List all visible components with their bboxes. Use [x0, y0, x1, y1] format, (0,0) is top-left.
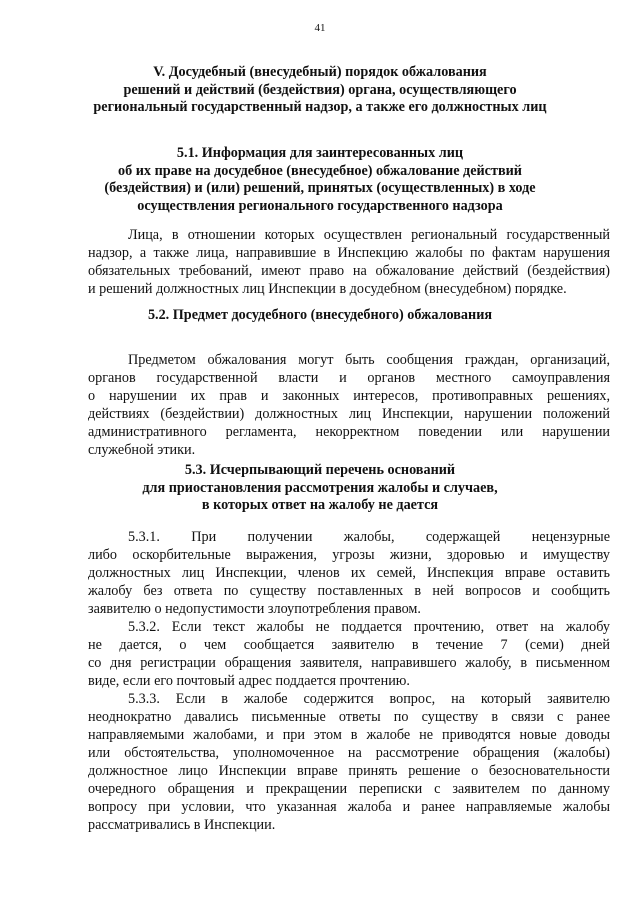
- paragraph-line: 5.3.1. При получении жалобы, содержащей нецензурные: [128, 529, 610, 545]
- section-5-1-heading: [40, 145, 600, 215]
- paragraph-line: надзор, а также лица, направившие в Инспекцию жалобы по фактам нарушения: [88, 245, 610, 261]
- paragraph-line: рассматривались в Инспекции.: [88, 817, 276, 833]
- paragraph-line: очередного обращения и прекращении переписки с заявителем по данному: [88, 781, 610, 797]
- heading-line: для приостановления рассмотрения жалобы и случаев,: [142, 479, 498, 496]
- paragraph-line: органов государственной власти и органов местного самоуправления: [88, 370, 610, 386]
- paragraph-line: административного регламента, некорректном поведении или нарушении: [88, 424, 610, 440]
- paragraph-line: неоднократно давались письменные ответы по существу в связи с ранее: [88, 709, 610, 725]
- heading-line: 5.1. Информация для заинтересованных лиц: [176, 145, 464, 161]
- paragraph-5-3-2: [88, 618, 610, 690]
- heading-line: решений и действий (бездействия) органа, осуществляющего: [123, 81, 517, 98]
- paragraph-line: не дается, о чем сообщается заявителю в течение 7 (семи) дней: [88, 637, 610, 653]
- paragraph-line: 5.3.2. Если текст жалобы не поддается прочтению, ответ на жалобу: [128, 619, 610, 635]
- paragraph-line: обязательных требований, имеют право на обжалование действий (бездействия): [88, 263, 610, 279]
- heading-line: осуществления регионального государственного надзора: [137, 197, 503, 214]
- paragraph-line: виде, если его почтовый адрес поддается прочтению.: [88, 673, 410, 689]
- paragraph-line: заявителю о недопустимости злоупотребления правом.: [88, 601, 421, 617]
- heading-line: об их праве на досудебное (внесудебное) обжалование действий: [118, 162, 522, 179]
- section-5-3-heading: [40, 462, 600, 515]
- paragraph-line: служебной этики.: [88, 442, 196, 458]
- paragraph-5-3-1: [88, 528, 610, 618]
- section-5-2-heading: [40, 307, 600, 325]
- page-number: 41: [314, 22, 326, 34]
- paragraph-line: либо оскорбительные выражения, угрозы жизни, здоровью и имуществу: [88, 547, 610, 563]
- paragraph-line: вопросу при условии, что указанная жалоба и ранее направляемые жалобы: [88, 799, 610, 815]
- paragraph-5-3-3: [88, 690, 610, 834]
- heading-line: V. Досудебный (внесудебный) порядок обжалования: [153, 64, 487, 80]
- paragraph-line: должностных лиц Инспекции, членов их семей, Инспекция вправе оставить: [88, 565, 610, 581]
- paragraph-line: направляемыми жалобами, и при этом в жалобе не приводятся новые доводы: [88, 727, 610, 743]
- section-v-heading: [40, 64, 600, 117]
- paragraph-line: и решений должностных лиц Инспекции в досудебном (внесудебном) порядке.: [88, 281, 567, 297]
- heading-line: (бездействия) и (или) решений, принятых (осуществленных) в ходе: [104, 180, 536, 196]
- paragraph-line: 5.3.3. Если в жалобе содержится вопрос, на который заявителю: [128, 691, 610, 707]
- paragraph-line: Предметом обжалования могут быть сообщения граждан, организаций,: [128, 352, 610, 368]
- paragraph-line: со дня регистрации обращения заявителя, направившего жалобу, в письменном: [88, 655, 610, 671]
- paragraph-line: жалобу без ответа по существу поставленных в ней вопросов и сообщить: [88, 583, 610, 599]
- paragraph-line: или обстоятельства, уполномоченное на рассмотрение обращения (жалобы): [88, 745, 610, 761]
- section-5-2-paragraph: [88, 351, 610, 459]
- heading-line: региональный государственный надзор, а также его должностных лиц: [93, 99, 547, 115]
- paragraph-line: действиях (бездействии) должностных лиц Инспекции, нарушении положений: [88, 406, 610, 422]
- paragraph-line: Лица, в отношении которых осуществлен региональный государственный: [128, 227, 610, 243]
- section-5-1-paragraph: [88, 226, 610, 298]
- heading-line: 5.2. Предмет досудебного (внесудебного) обжалования: [147, 307, 493, 323]
- heading-line: 5.3. Исчерпывающий перечень оснований: [184, 462, 456, 478]
- paragraph-line: о нарушении их прав и законных интересов, противоправных решениях,: [88, 388, 610, 404]
- paragraph-line: должностное лицо Инспекции вправе принять решение о безосновательности: [88, 763, 610, 779]
- heading-line: в которых ответ на жалобу не дается: [201, 497, 439, 513]
